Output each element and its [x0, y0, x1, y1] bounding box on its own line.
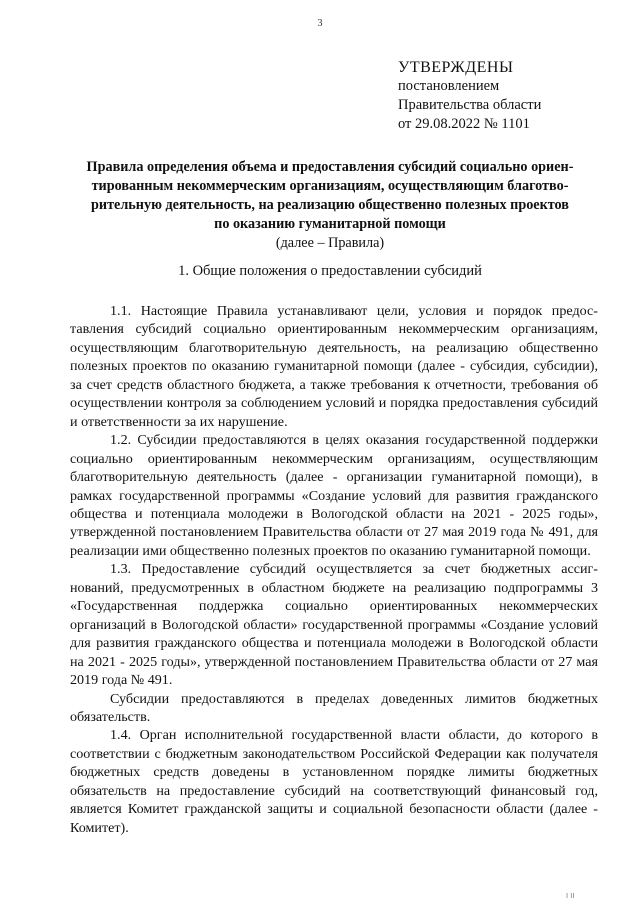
- paragraph-1-4: 1.4. Орган исполнительной государственной власти области, до которого в соответствии с бюджетным законодательством Российской Федерации как получателя бюджетных средств доведены в установленном порядке лимиты бюджетных обязательств на предоставление субсидий на соответствующий финансовый год, является Комитет гражданской защиты и социальной безопасности области (далее - Комитет).: [70, 727, 598, 836]
- approval-line-1: постановлением: [398, 78, 500, 94]
- paragraph-budget-limits: Субсидии предоставляются в пределах доведенных лимитов бюджетных обязательств.: [70, 690, 598, 725]
- paragraph-1-3: 1.3. Предоставление субсидий осуществляется за счет бюджетных ассигнований, предусмотренных в областном бюджете на реализацию подпрограммы 3 «Государственная поддержка социально ориентированных некоммерческих организаций в Вологодской области» государственной программы «Создание условий для развития гражданского общества и потенциала молодежи в Вологодской области на 2021 - 2025 годы», утвержденной постановлением Правительства области от 27 мая 2019 года № 491.: [70, 561, 598, 689]
- document-title: [60, 158, 600, 253]
- approval-heading: УТВЕРЖДЕНЫ: [398, 59, 514, 76]
- title-line-2: тированным некоммерческим организациям, осуществляющим благотво-: [91, 178, 569, 194]
- section-heading: 1. Общие положения о предоставлении субсидий: [178, 263, 482, 279]
- paragraph-1-1: 1.1. Настоящие Правила устанавливают цели, условия и порядок предоставления субсидий социально ориентированным некоммерческим организациям, осуществляющим благотворительную деятельность, на реализацию общественно полезных проектов по оказанию гуманитарной помощи (далее - субсидия, субсидии), за счет средств областного бюджета, а также требования к отчетности, требования об осуществлении контроля за соблюдением условий и порядка предоставления субсидий и ответственности за их нарушение.: [70, 303, 598, 430]
- approval-stamp: [398, 58, 541, 134]
- paragraph-1-2: 1.2. Субсидии предоставляются в целях оказания государственной поддержки социально ориентированным некоммерческим организациям, осуществляющим благотворительную деятельность (далее - организации гуманитарной помощи), в рамках государственной программы «Создание условий для развития гражданского общества и потенциала молодежи в Вологодской области на 2021 - 2025 годы», утвержденной постановлением Правительства области от 27 мая 2019 года № 491, для реализации ими общественно полезных проектов по оказанию гуманитарной помощи.: [70, 432, 598, 559]
- title-line-4: по оказанию гуманитарной помощи: [214, 216, 446, 232]
- title-line-3: рительную деятельность, на реализацию общественно полезных проектов: [91, 197, 569, 213]
- title-subtitle: (далее – Правила): [275, 235, 385, 251]
- approval-line-2: Правительства области: [398, 97, 542, 113]
- scan-mark: I II: [566, 892, 575, 900]
- title-line-1: Правила определения объема и предоставления субсидий социально ориен-: [86, 159, 574, 175]
- page-number: 3: [317, 18, 323, 29]
- document-body: [70, 302, 598, 837]
- approval-line-3: от 29.08.2022 № 1101: [398, 116, 530, 132]
